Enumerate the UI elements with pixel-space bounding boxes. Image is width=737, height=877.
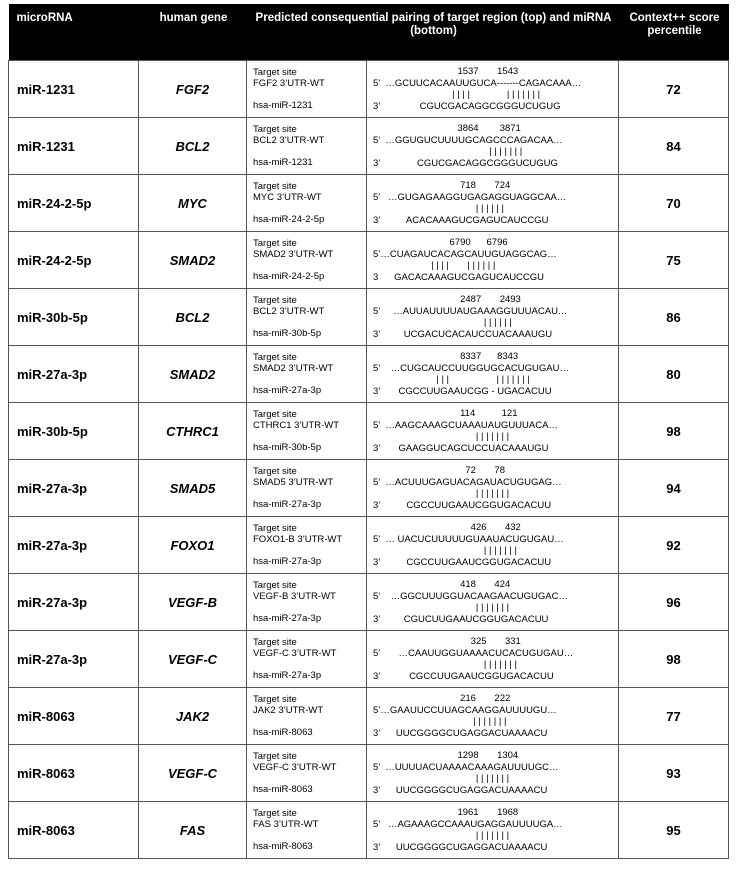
score-cell: 86	[619, 289, 729, 346]
target-site-name: BCL2 3’UTR-WT	[253, 306, 325, 318]
table-row	[9, 802, 729, 859]
pairing-positions: 1537 1543	[373, 66, 519, 77]
pairing-cell	[367, 517, 619, 574]
target-site-cell	[247, 118, 367, 175]
pairing-cell	[367, 745, 619, 802]
microrna-cell: miR-1231	[9, 61, 139, 118]
mirna-name: hsa-miR-8063	[253, 840, 313, 852]
microrna-cell: miR-8063	[9, 745, 139, 802]
gene-cell: FAS	[139, 802, 247, 859]
pairing-target-sequence: 5’ …AUUAUUUUAUGAAAGGUUUACAU…	[373, 305, 568, 317]
target-site-name: CTHRC1 3’UTR-WT	[253, 420, 340, 432]
target-site-cell	[247, 688, 367, 745]
target-site-label: Target site	[253, 351, 297, 363]
pairing-bars: | | | | | | |	[373, 488, 510, 499]
pairing-positions: 114 121	[373, 408, 518, 419]
target-site-cell	[247, 631, 367, 688]
table-body	[9, 61, 729, 859]
header-microrna: microRNA	[9, 4, 139, 61]
table-row	[9, 460, 729, 517]
pairing-target-sequence: 5’ …GUGAGAAGGUGAGAGGUAGGCAA…	[373, 191, 567, 203]
target-site-label: Target site	[253, 237, 297, 249]
pairing-mirna-sequence: 3’ ACACAAAGUCGAGUCAUCCGU	[373, 214, 549, 226]
pairing-positions: 718 724	[373, 180, 511, 191]
pairing-bars: | | | | | | |	[373, 602, 510, 613]
pairing-bars: | | | | | | |	[373, 545, 517, 556]
pairing-positions: 1298 1304	[373, 750, 519, 761]
table-row	[9, 175, 729, 232]
pairing-positions: 426 432	[373, 522, 521, 533]
target-site-name: FGF2 3’UTR-WT	[253, 78, 325, 90]
pairing-mirna-sequence: 3’ GAAGGUCAGCUCCUACAAAUGU	[373, 442, 549, 454]
mirna-name: hsa-miR-27a-3p	[253, 612, 322, 624]
target-site-name: SMAD2 3’UTR-WT	[253, 249, 334, 261]
microrna-cell: miR-27a-3p	[9, 460, 139, 517]
target-site-label: Target site	[253, 408, 297, 420]
pairing-cell	[367, 802, 619, 859]
score-cell: 84	[619, 118, 729, 175]
pairing-bars: | | | | | | |	[373, 716, 507, 727]
gene-cell: FGF2	[139, 61, 247, 118]
pairing-target-sequence: 5’ …GCUUCACAAUUGUCA-------CAGACAAA…	[373, 77, 582, 89]
target-site-cell	[247, 517, 367, 574]
header-human-gene: human gene	[139, 4, 247, 61]
header-row	[9, 4, 729, 61]
target-site-cell	[247, 289, 367, 346]
pairing-positions: 216 222	[373, 693, 511, 704]
score-cell: 80	[619, 346, 729, 403]
mirna-name: hsa-miR-1231	[253, 156, 313, 168]
score-cell: 75	[619, 232, 729, 289]
target-site-name: JAK2 3’UTR-WT	[253, 705, 324, 717]
score-cell: 93	[619, 745, 729, 802]
score-cell: 92	[619, 517, 729, 574]
target-site-label: Target site	[253, 522, 297, 534]
score-cell: 98	[619, 631, 729, 688]
pairing-cell	[367, 688, 619, 745]
target-site-name: SMAD2 3’UTR-WT	[253, 363, 334, 375]
pairing-mirna-sequence: 3’ CGCCUUGAAUCGG - UGACACUU	[373, 385, 552, 397]
pairing-mirna-sequence: 3’ UCGACUCACAUCCUACAAAUGU	[373, 328, 553, 340]
target-site-name: SMAD5 3’UTR-WT	[253, 477, 334, 489]
microrna-cell: miR-30b-5p	[9, 403, 139, 460]
pairing-mirna-sequence: 3’ CGCCUUGAAUCGGUGACACUU	[373, 556, 552, 568]
mirna-name: hsa-miR-8063	[253, 783, 313, 795]
target-site-name: VEGF-C 3’UTR-WT	[253, 648, 337, 660]
pairing-mirna-sequence: 3 GACACAAAGUCGAGUCAUCCGU	[373, 271, 545, 283]
target-site-label: Target site	[253, 750, 297, 762]
microrna-cell: miR-30b-5p	[9, 289, 139, 346]
pairing-cell	[367, 346, 619, 403]
pairing-target-sequence: 5’ …UUUUACUAAAACAAAGAUUUUGC…	[373, 761, 559, 773]
score-cell: 77	[619, 688, 729, 745]
pairing-target-sequence: 5’…GAAUUCCUUAGCAAGGAUUUUGU…	[373, 704, 557, 716]
table-row	[9, 232, 729, 289]
target-site-cell	[247, 460, 367, 517]
table-row	[9, 289, 729, 346]
pairing-positions: 6790 6796	[373, 237, 508, 248]
pairing-cell	[367, 175, 619, 232]
target-site-label: Target site	[253, 636, 297, 648]
pairing-bars: | | | | | | |	[373, 773, 510, 784]
mirna-name: hsa-miR-27a-3p	[253, 555, 322, 567]
pairing-bars: | | | | | | |	[373, 146, 523, 157]
table-row	[9, 631, 729, 688]
pairing-bars: | | | | | | | | | | |	[373, 89, 541, 100]
pairing-mirna-sequence: 3’ CGCCUUGAAUCGGUGACACUU	[373, 499, 552, 511]
pairing-cell	[367, 403, 619, 460]
pairing-positions: 1961 1968	[373, 807, 519, 818]
pairing-target-sequence: 5’ …AAGCAAAGCUAAAUAUGUUUACA…	[373, 419, 558, 431]
mirna-name: hsa-miR-30b-5p	[253, 327, 322, 339]
pairing-positions: 8337 8343	[373, 351, 519, 362]
mirna-name: hsa-miR-27a-3p	[253, 384, 322, 396]
pairing-target-sequence: 5’ … UACUCUUUUUGUAAUACUGUGAU…	[373, 533, 564, 545]
header-pairing: Predicted consequential pairing of target region (top) and miRNA (bottom)	[247, 4, 619, 61]
microrna-cell: miR-1231	[9, 118, 139, 175]
pairing-mirna-sequence: 3’ CGUCGACAGGCGGGUCUGUG	[373, 157, 558, 169]
pairing-cell	[367, 118, 619, 175]
pairing-mirna-sequence: 3’ CGUCUUGAAUCGGUGACACUU	[373, 613, 549, 625]
pairing-mirna-sequence: 3’ CGUCGACAGGCGGGUCUGUG	[373, 100, 561, 112]
pairing-bars: | | | | | |	[373, 203, 504, 214]
target-site-name: FOXO1-B 3’UTR-WT	[253, 534, 343, 546]
pairing-bars: | | | | | | |	[373, 659, 517, 670]
gene-cell: BCL2	[139, 118, 247, 175]
target-site-cell	[247, 574, 367, 631]
pairing-bars: | | | | | |	[373, 317, 512, 328]
mirna-name: hsa-miR-27a-3p	[253, 669, 322, 681]
pairing-bars: | | | | | | |	[373, 431, 510, 442]
gene-cell: VEGF-C	[139, 745, 247, 802]
microrna-cell: miR-24-2-5p	[9, 175, 139, 232]
pairing-bars: | | | | | | |	[373, 830, 510, 841]
pairing-target-sequence: 5’ …GGCUUUGGUACAAGAACUGUGAC…	[373, 590, 568, 602]
table-row	[9, 517, 729, 574]
pairing-positions: 2487 2493	[373, 294, 521, 305]
gene-cell: JAK2	[139, 688, 247, 745]
target-site-name: VEGF-B 3’UTR-WT	[253, 591, 336, 603]
score-cell: 72	[619, 61, 729, 118]
target-site-label: Target site	[253, 465, 297, 477]
microrna-cell: miR-24-2-5p	[9, 232, 139, 289]
pairing-target-sequence: 5’ …AGAAAGCCAAAUGAGGAUUUUGA…	[373, 818, 563, 830]
target-site-cell	[247, 175, 367, 232]
table-row	[9, 745, 729, 802]
target-site-label: Target site	[253, 579, 297, 591]
pairing-target-sequence: 5’ …GGUGUCUUUUGCAGCCCAGACAA…	[373, 134, 563, 146]
pairing-positions: 418 424	[373, 579, 511, 590]
gene-cell: SMAD2	[139, 232, 247, 289]
pairing-mirna-sequence: 3’ UUCGGGGCUGAGGACUAAAACU	[373, 841, 548, 853]
target-site-name: MYC 3’UTR-WT	[253, 192, 322, 204]
target-site-name: FAS 3’UTR-WT	[253, 819, 319, 831]
table-row	[9, 574, 729, 631]
target-site-label: Target site	[253, 66, 297, 78]
mirna-name: hsa-miR-27a-3p	[253, 498, 322, 510]
pairing-cell	[367, 631, 619, 688]
gene-cell: FOXO1	[139, 517, 247, 574]
mirna-name: hsa-miR-24-2-5p	[253, 213, 325, 225]
target-site-cell	[247, 745, 367, 802]
pairing-target-sequence: 5’…CUAGAUCACAGCAUUGUAGGCAG…	[373, 248, 557, 260]
table-row	[9, 688, 729, 745]
microrna-cell: miR-27a-3p	[9, 346, 139, 403]
pairing-bars: | | | | | | | | | |	[373, 260, 496, 271]
header-score: Context++ score percentile	[619, 4, 729, 61]
score-cell: 96	[619, 574, 729, 631]
table-row	[9, 61, 729, 118]
score-cell: 94	[619, 460, 729, 517]
target-site-cell	[247, 61, 367, 118]
gene-cell: VEGF-B	[139, 574, 247, 631]
pairing-cell	[367, 460, 619, 517]
pairing-cell	[367, 232, 619, 289]
target-site-label: Target site	[253, 693, 297, 705]
target-site-label: Target site	[253, 807, 297, 819]
gene-cell: CTHRC1	[139, 403, 247, 460]
pairing-positions: 72 78	[373, 465, 505, 476]
table-row	[9, 346, 729, 403]
microrna-cell: miR-27a-3p	[9, 574, 139, 631]
pairing-bars: | | | | | | | | | |	[373, 374, 530, 385]
mirna-name: hsa-miR-8063	[253, 726, 313, 738]
target-site-cell	[247, 403, 367, 460]
target-site-label: Target site	[253, 294, 297, 306]
score-cell: 70	[619, 175, 729, 232]
pairing-cell	[367, 61, 619, 118]
microrna-cell: miR-8063	[9, 802, 139, 859]
gene-cell: SMAD5	[139, 460, 247, 517]
pairing-cell	[367, 289, 619, 346]
score-cell: 98	[619, 403, 729, 460]
pairing-target-sequence: 5’ …CUGCAUCCUUGGUGCACUGUGAU…	[373, 362, 569, 374]
pairing-mirna-sequence: 3’ UUCGGGGCUGAGGACUAAAACU	[373, 727, 548, 739]
microrna-cell: miR-27a-3p	[9, 517, 139, 574]
gene-cell: VEGF-C	[139, 631, 247, 688]
microrna-cell: miR-27a-3p	[9, 631, 139, 688]
target-site-cell	[247, 802, 367, 859]
gene-cell: SMAD2	[139, 346, 247, 403]
mirna-target-table	[8, 4, 729, 859]
pairing-mirna-sequence: 3’ UUCGGGGCUGAGGACUAAAACU	[373, 784, 548, 796]
mirna-target-table-container	[8, 4, 728, 859]
target-site-cell	[247, 232, 367, 289]
gene-cell: MYC	[139, 175, 247, 232]
pairing-positions: 3864 3871	[373, 123, 521, 134]
target-site-name: BCL2 3’UTR-WT	[253, 135, 325, 147]
pairing-positions: 325 331	[373, 636, 521, 647]
mirna-name: hsa-miR-1231	[253, 99, 313, 111]
mirna-name: hsa-miR-24-2-5p	[253, 270, 325, 282]
gene-cell: BCL2	[139, 289, 247, 346]
score-cell: 95	[619, 802, 729, 859]
microrna-cell: miR-8063	[9, 688, 139, 745]
pairing-cell	[367, 574, 619, 631]
target-site-label: Target site	[253, 180, 297, 192]
pairing-mirna-sequence: 3’ CGCCUUGAAUCGGUGACACUU	[373, 670, 554, 682]
target-site-label: Target site	[253, 123, 297, 135]
table-row	[9, 403, 729, 460]
target-site-cell	[247, 346, 367, 403]
target-site-name: VEGF-C 3’UTR-WT	[253, 762, 337, 774]
pairing-target-sequence: 5’ …CAAUUGGUAAAACUCACUGUGAU…	[373, 647, 574, 659]
table-row	[9, 118, 729, 175]
mirna-name: hsa-miR-30b-5p	[253, 441, 322, 453]
pairing-target-sequence: 5’ …ACUUUGAGUACAGAUACUGUGAG…	[373, 476, 562, 488]
